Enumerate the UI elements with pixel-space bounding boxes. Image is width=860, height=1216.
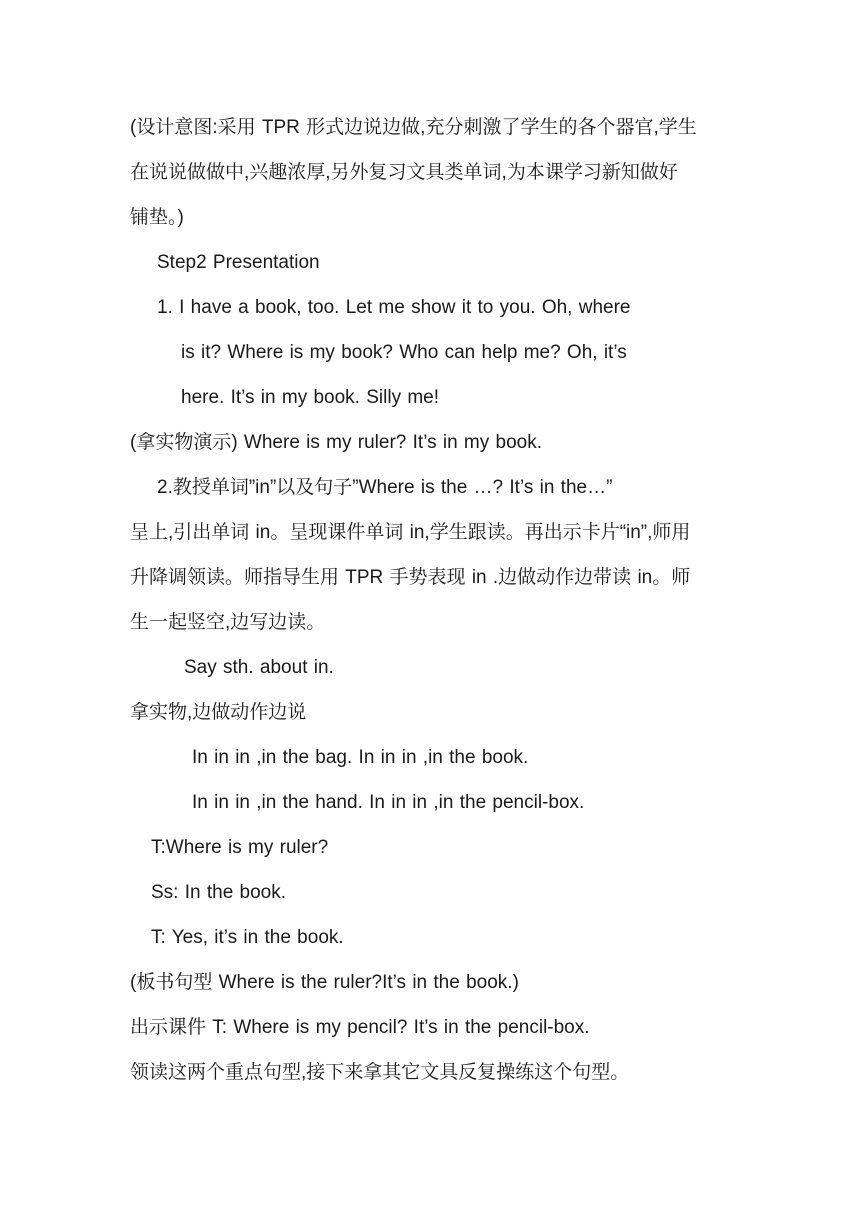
action-line: 拿实物,边做动作边说 xyxy=(130,702,307,723)
design-intent-line-1: (设计意图:采用 TPR 形式边说边做,充分刺激了学生的各个器官,学生 xyxy=(130,117,697,138)
teaching-line-2: 升降调领读。师指导生用 TPR 手势表现 in .边做动作边带读 in。师 xyxy=(130,567,691,588)
design-intent-line-3: 铺垫。) xyxy=(130,207,184,228)
dialogue-line-1: T:Where is my ruler? xyxy=(151,837,329,858)
item-1-line-1: 1. I have a book, too. Let me show it to you. Oh, where xyxy=(157,297,631,318)
courseware-line: 出示课件 T: Where is my pencil? It’s in the pencil-box. xyxy=(130,1017,590,1038)
demo-line: (拿实物演示) Where is my ruler? It’s in my book. xyxy=(130,432,543,453)
chant-line-2: In in in ,in the hand. In in in ,in the pencil-box. xyxy=(192,792,585,813)
say-line: Say sth. about in. xyxy=(184,657,334,678)
design-intent-line-2: 在说说做做中,兴趣浓厚,另外复习文具类单词,为本课学习新知做好 xyxy=(130,162,678,183)
teaching-line-1: 呈上,引出单词 in。呈现课件单词 in,学生跟读。再出示卡片“in”,师用 xyxy=(130,522,691,543)
chant-line-1: In in in ,in the bag. In in in ,in the book. xyxy=(192,747,529,768)
item-1-line-3: here. It’s in my book. Silly me! xyxy=(181,387,440,408)
dialogue-line-2: Ss: In the book. xyxy=(151,882,287,903)
board-line: (板书句型 Where is the ruler?It’s in the book.) xyxy=(130,972,519,993)
step-heading: Step2 Presentation xyxy=(157,252,320,273)
final-line: 领读这两个重点句型,接下来拿其它文具反复操练这个句型。 xyxy=(130,1062,630,1083)
item-1-line-2: is it? Where is my book? Who can help me? Oh, it’s xyxy=(181,342,627,363)
teaching-line-3: 生一起竖空,边写边读。 xyxy=(130,612,326,633)
dialogue-line-3: T: Yes, it’s in the book. xyxy=(151,927,344,948)
item-2-line: 2.教授单词”in”以及句子”Where is the …? It’s in the…” xyxy=(157,477,613,498)
